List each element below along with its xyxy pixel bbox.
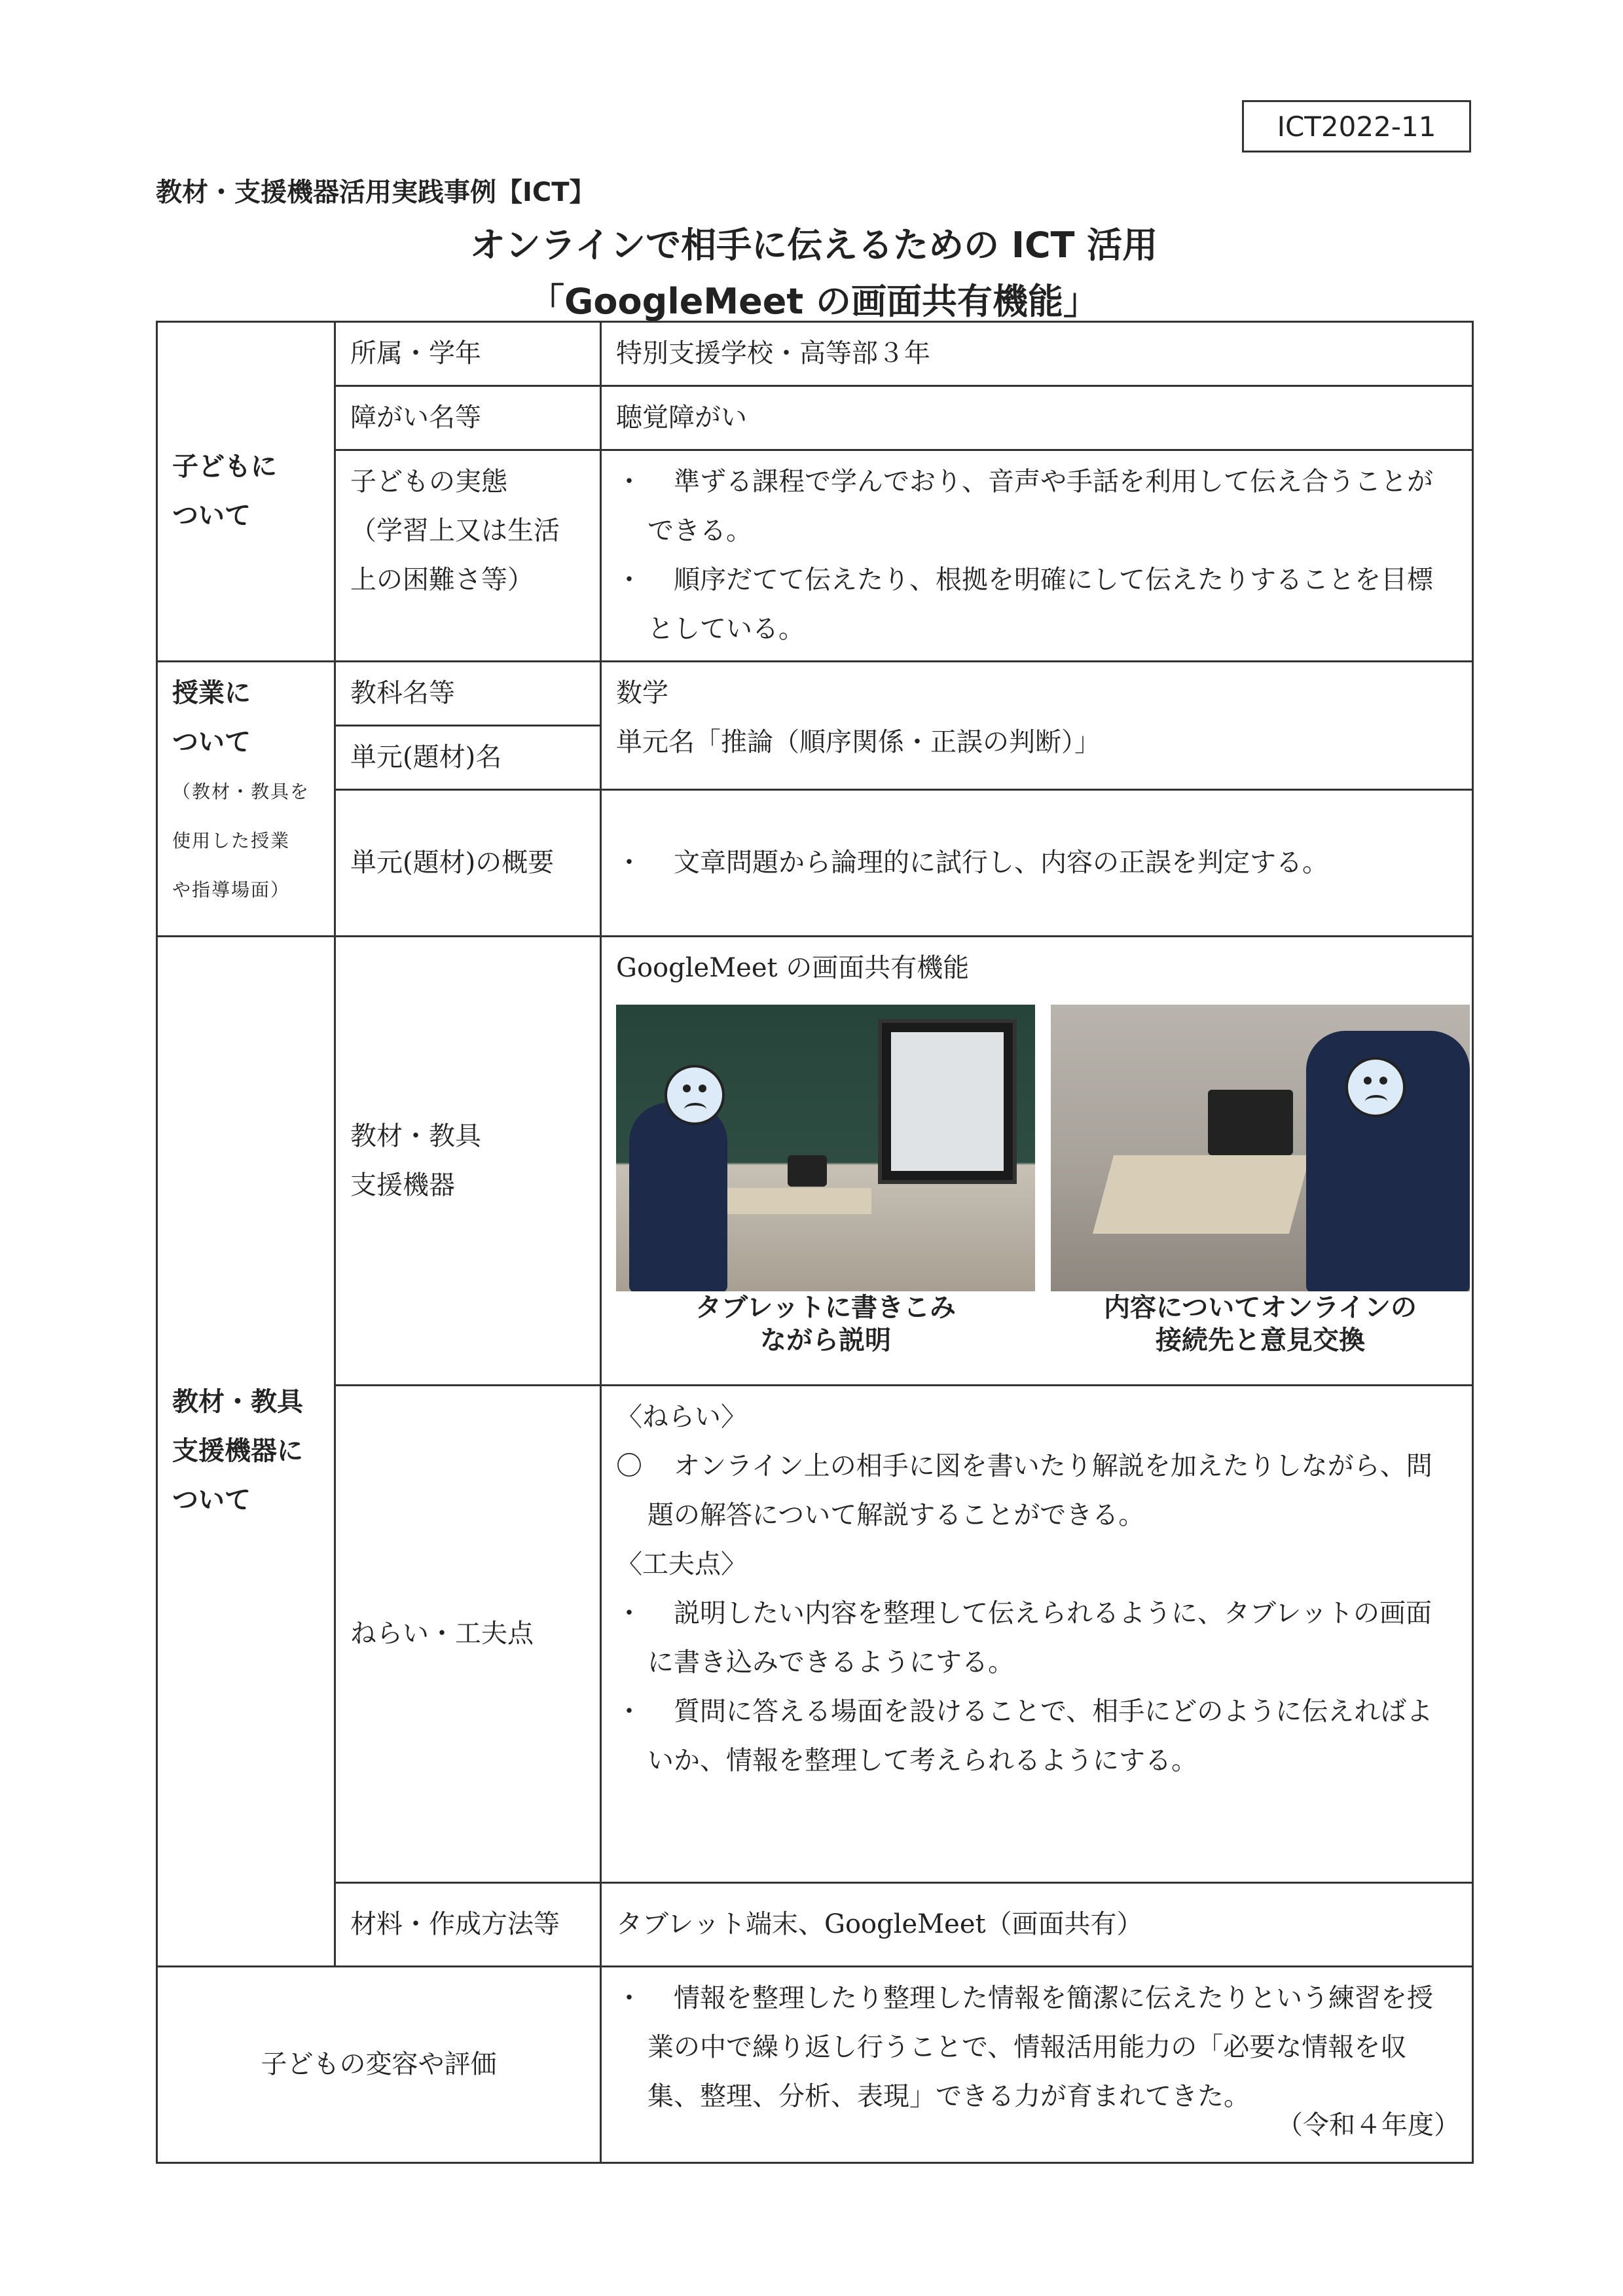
overview-label: 単元(題材)の概要 (335, 790, 601, 937)
list-item-text: 準ずる課程で学んでおり、音声や手話を利用して伝え合うことができる。 (647, 467, 1433, 546)
desk (1093, 1155, 1310, 1234)
child-header-line: ついて (172, 501, 251, 531)
face-icon (665, 1065, 725, 1125)
bullet-mark: ・ (616, 848, 642, 878)
desk (714, 1188, 871, 1214)
material-header-line: ついて (172, 1485, 251, 1515)
material-header-line: 教材・教具 (172, 1387, 303, 1417)
laptop (1208, 1090, 1293, 1155)
tablet (788, 1155, 827, 1187)
material-section-header (157, 937, 335, 1967)
tips-heading: 〈工夫点〉 (616, 1549, 747, 1579)
list-item-text: 質問に答える場面を設けることで、相手にどのように伝えればよいか、情報を整理して考えられるようにする。 (647, 1696, 1433, 1776)
lesson-section-header (157, 662, 335, 937)
list-item (616, 1974, 1457, 2121)
state-label-line: （学習上又は生活 (350, 516, 560, 546)
caption-line: 接続先と意見交換 (1156, 1325, 1365, 1355)
face-icon (1345, 1057, 1406, 1117)
state-label-line: 上の困難さ等） (350, 565, 534, 595)
list-item-text: 順序だてて伝えたり、根拠を明確にして伝えたりすることを目標としている。 (647, 565, 1433, 644)
bullet-mark: ・ (616, 1696, 642, 1727)
lesson-header-line: 授業に (172, 678, 251, 708)
list-item (616, 1442, 1457, 1540)
tools-label-line: 支援機器 (350, 1170, 455, 1200)
state-label (335, 450, 601, 662)
photo-block (616, 1005, 1035, 1357)
caption-line: ながら説明 (760, 1325, 891, 1355)
caption-line: 内容についてオンラインの (1104, 1293, 1417, 1323)
monitor (878, 1019, 1017, 1184)
student-figure (629, 1103, 727, 1291)
fiscal-year: （令和４年度） (1277, 2110, 1460, 2140)
photo-caption (616, 1291, 1035, 1357)
list-item-text: オンライン上の相手に図を書いたり解説を加えたりしながら、問題の解答について解説することができる。 (647, 1451, 1432, 1530)
list-item (616, 1687, 1457, 1785)
bullet-mark: ・ (616, 565, 642, 595)
child-section-header (157, 322, 335, 662)
list-item (616, 457, 1457, 556)
category-label: 教材・支援機器活用実践事例【ICT】 (156, 177, 596, 207)
unit-value: 単元名「推論（順序関係・正誤の判断）」 (616, 727, 1101, 757)
circle-mark: 〇 (616, 1451, 642, 1481)
lesson-note-line: 使用した授業 (172, 830, 291, 852)
photo-row (616, 1005, 1457, 1357)
material-header-line: 支援機器に (172, 1436, 303, 1466)
page-title: オンラインで相手に伝えるための ICT 活用 (469, 224, 1158, 266)
disability-label: 障がい名等 (335, 386, 601, 450)
tools-label-line: 教材・教具 (350, 1121, 481, 1151)
bullet-mark: ・ (616, 1983, 642, 2013)
lesson-header-line: ついて (172, 727, 251, 757)
bullet-mark: ・ (616, 1598, 642, 1628)
list-item-text: 情報を整理したり整理した情報を簡潔に伝えたりという練習を授業の中で繰り返し行うことで、情報活用能力の「必要な情報を収集、整理、分析、表現」できる力が育まれてきた。 (647, 1983, 1433, 2111)
list-item-text: 説明したい内容を整理して伝えられるように、タブレットの画面に書き込みできるようにする。 (647, 1598, 1432, 1677)
aims-label: ねらい・工夫点 (335, 1386, 601, 1883)
subject-value: 数学 (616, 678, 668, 708)
photo-classroom-tablet (616, 1005, 1035, 1291)
materials-value: タブレット端末、GoogleMeet（画面共有） (601, 1883, 1473, 1967)
tools-title: GoogleMeet の画面共有機能 (616, 953, 970, 983)
document-code: ICT2022-11 (1242, 100, 1471, 152)
photo-caption (1051, 1291, 1470, 1357)
evaluation-label: 子どもの変容や評価 (157, 1967, 601, 2163)
materials-label: 材料・作成方法等 (335, 1883, 601, 1967)
affiliation-label: 所属・学年 (335, 322, 601, 386)
affiliation-value: 特別支援学校・高等部３年 (601, 322, 1473, 386)
subject-unit-values (601, 662, 1473, 790)
list-item (616, 838, 1457, 888)
list-item (616, 1589, 1457, 1687)
state-label-line: 子どもの実態 (350, 467, 507, 497)
state-items (601, 450, 1473, 662)
practice-table (156, 321, 1474, 2164)
overview-value (601, 790, 1473, 937)
bullet-mark: ・ (616, 467, 642, 497)
lesson-note-line: （教材・教具を (172, 781, 310, 802)
unit-label: 単元(題材)名 (335, 726, 601, 790)
tools-label (335, 937, 601, 1386)
subject-label: 教科名等 (335, 662, 601, 726)
photo-block (1051, 1005, 1470, 1357)
aims-content (601, 1386, 1473, 1883)
photo-online-discussion (1051, 1005, 1470, 1291)
list-item (616, 556, 1457, 654)
child-header-line: 子どもに (172, 452, 277, 482)
list-item-text: 文章問題から論理的に試行し、内容の正誤を判定する。 (674, 848, 1328, 878)
tools-content (601, 937, 1473, 1386)
lesson-note-line: や指導場面） (172, 879, 291, 901)
caption-line: タブレットに書きこみ (695, 1293, 956, 1323)
disability-value: 聴覚障がい (601, 386, 1473, 450)
page-subtitle: 「GoogleMeet の画面共有機能」 (529, 281, 1099, 322)
aim-heading: 〈ねらい〉 (616, 1402, 747, 1432)
